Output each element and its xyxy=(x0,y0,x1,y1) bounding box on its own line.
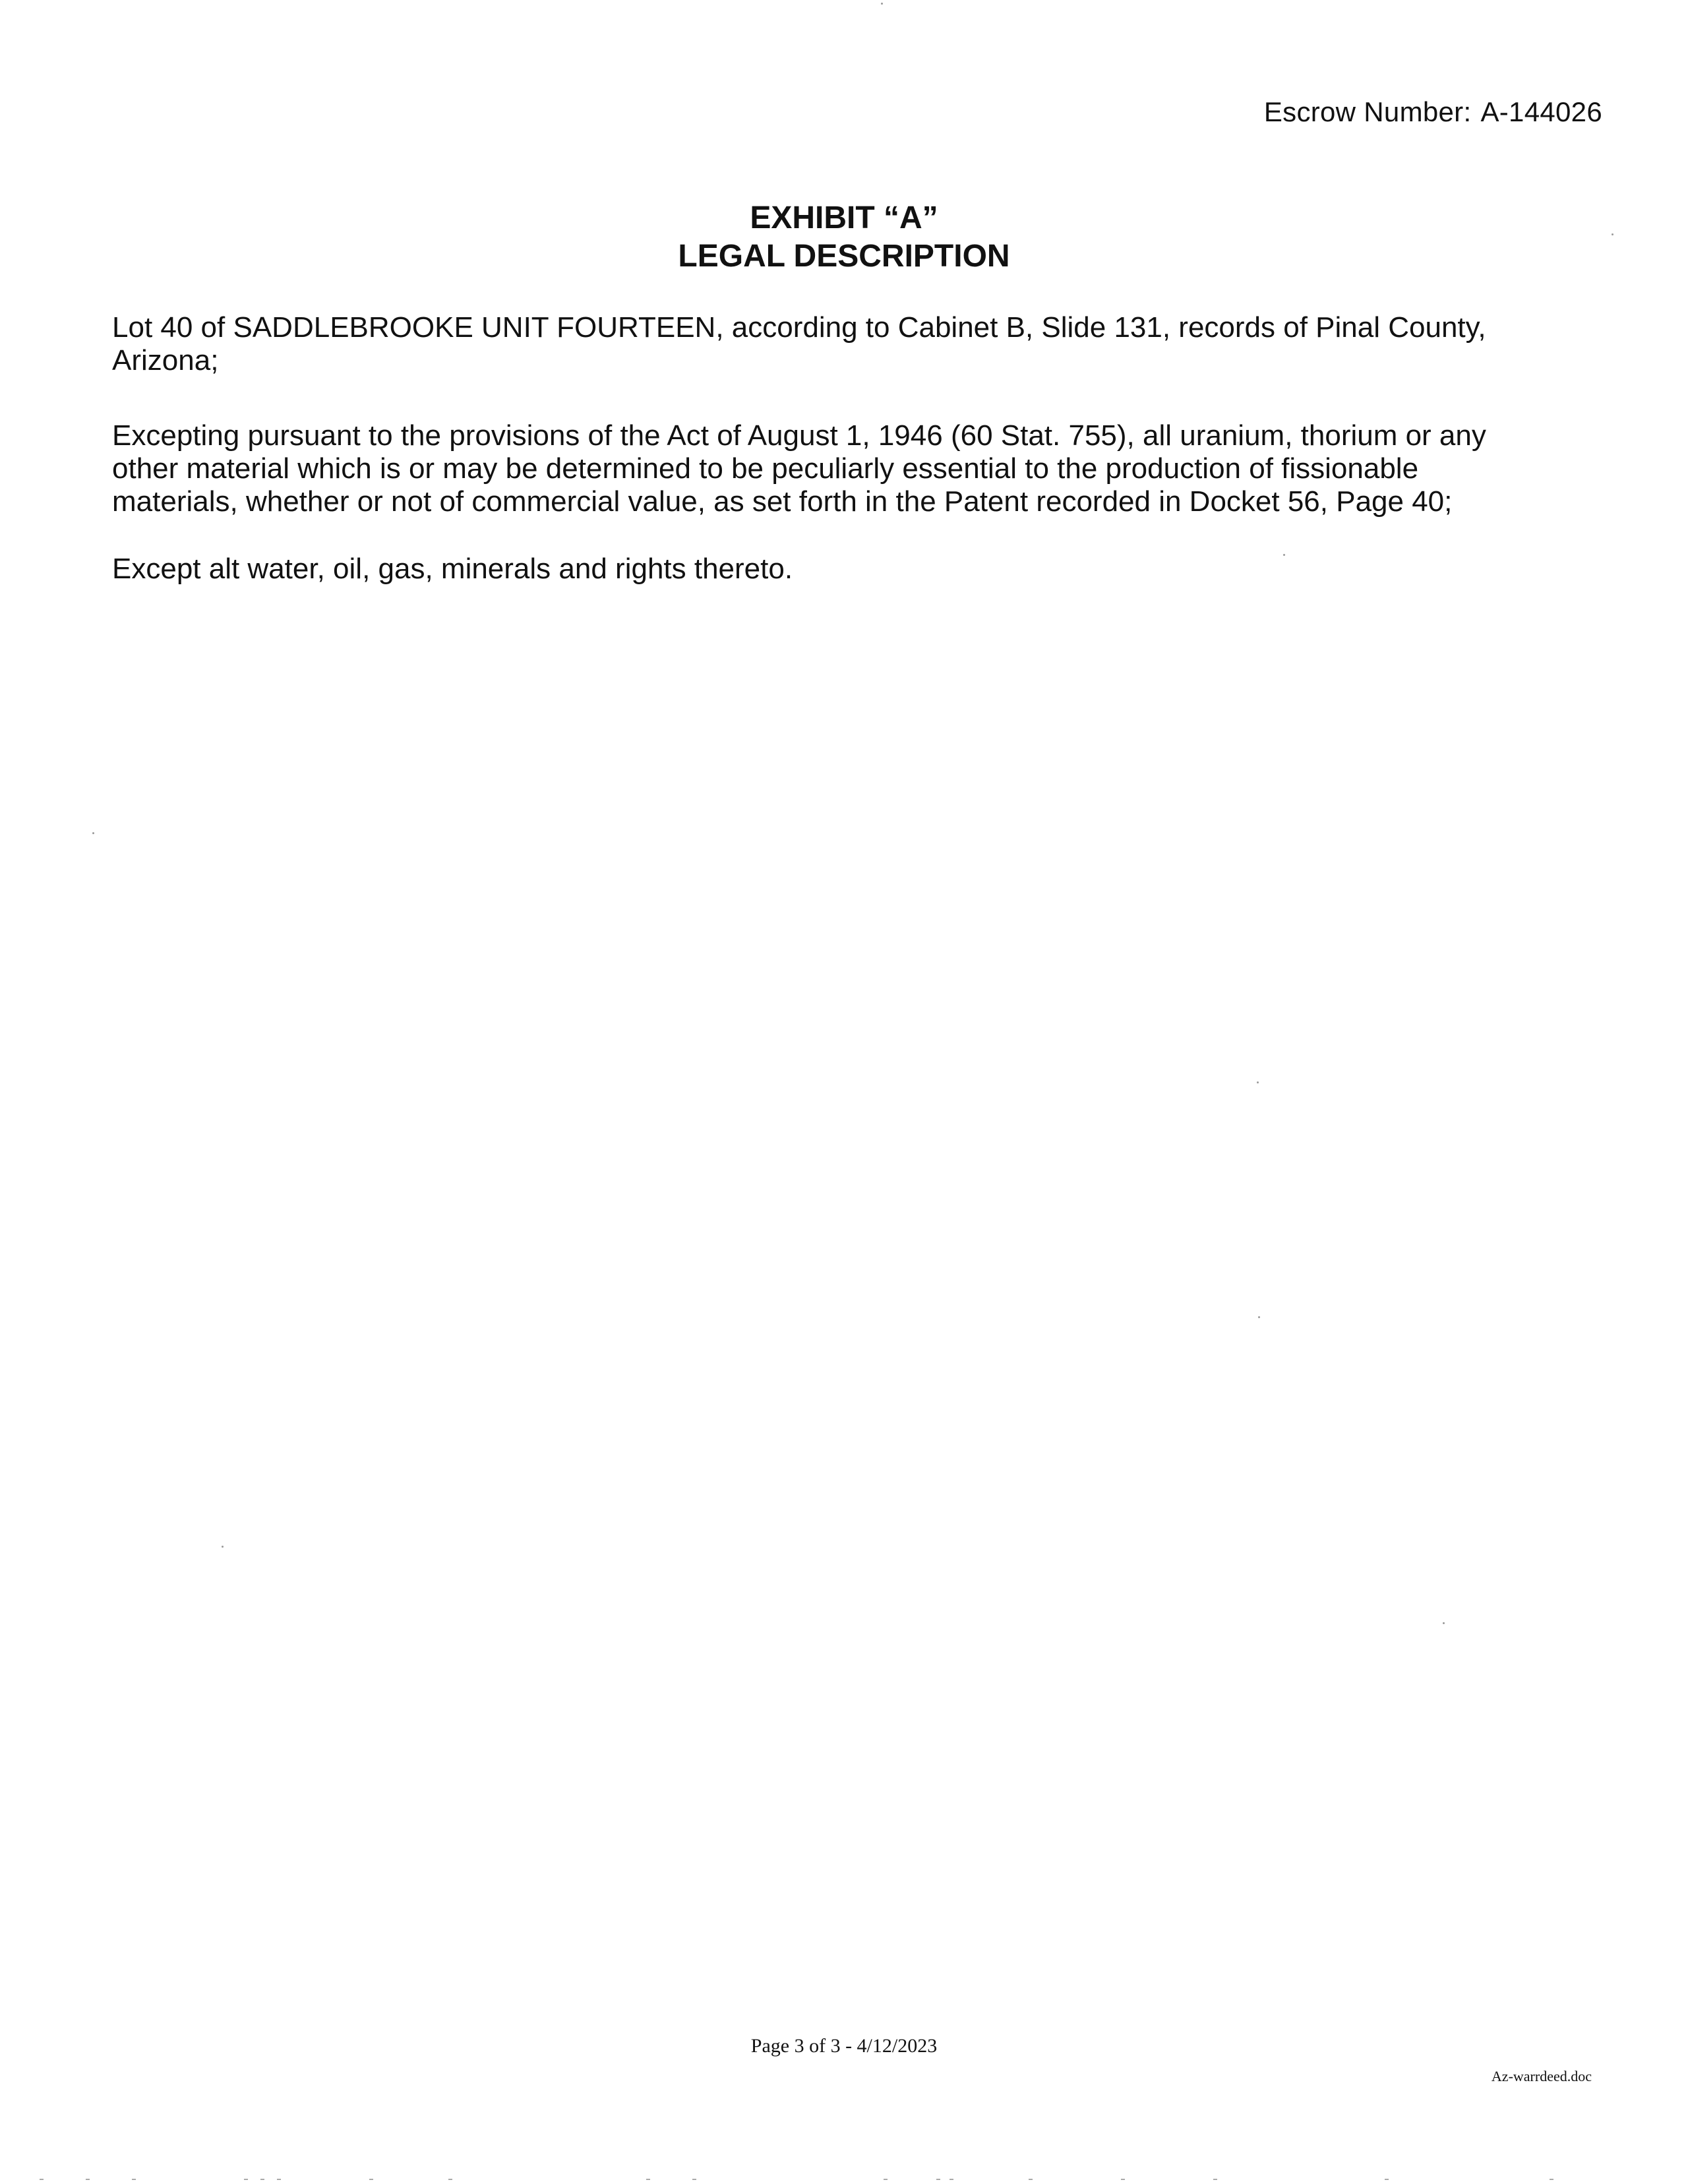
document-filename: Az-warrdeed.doc xyxy=(1491,2068,1592,2084)
scan-speck xyxy=(1258,1316,1260,1318)
paragraph-line: other material which is or may be determined to be peculiarly essential to the production of fissionable xyxy=(112,452,1419,485)
scan-speck xyxy=(1443,1622,1445,1624)
paragraph-line: materials, whether or not of commercial value, as set forth in the Patent recorded in Docket 56, Page 40; xyxy=(112,485,1453,518)
paragraph-line: Lot 40 of SADDLEBROOKE UNIT FOURTEEN, according to Cabinet B, Slide 131, records of Pinal County, xyxy=(112,311,1486,344)
escrow-number-line xyxy=(1264,96,1602,128)
rights-exception-paragraph xyxy=(112,553,1589,586)
exhibit-title: EXHIBIT “A” xyxy=(750,200,938,235)
page-footer: Page 3 of 3 - 4/12/2023 xyxy=(750,2035,938,2057)
scan-edge-marks xyxy=(0,2172,1688,2184)
scan-speck xyxy=(92,832,94,834)
mineral-exception-paragraph xyxy=(112,419,1589,518)
scan-speck xyxy=(881,3,883,5)
exhibit-heading xyxy=(0,199,1688,276)
scan-speck xyxy=(1612,233,1613,235)
paragraph-line: Excepting pursuant to the provisions of the Act of August 1, 1946 (60 Stat. 755), all uranium, thorium or any xyxy=(112,419,1486,452)
scan-speck xyxy=(222,1546,224,1548)
paragraph-line: Arizona; xyxy=(112,344,219,377)
escrow-number: A-144026 xyxy=(1480,96,1602,127)
scan-speck xyxy=(1257,1081,1259,1083)
escrow-label: Escrow Number: xyxy=(1263,96,1472,127)
scan-speck xyxy=(1283,554,1285,556)
lot-description-paragraph xyxy=(112,311,1589,377)
legal-description-title: LEGAL DESCRIPTION xyxy=(678,239,1010,274)
paragraph-line: Except alt water, oil, gas, minerals and rights thereto. xyxy=(112,553,793,585)
